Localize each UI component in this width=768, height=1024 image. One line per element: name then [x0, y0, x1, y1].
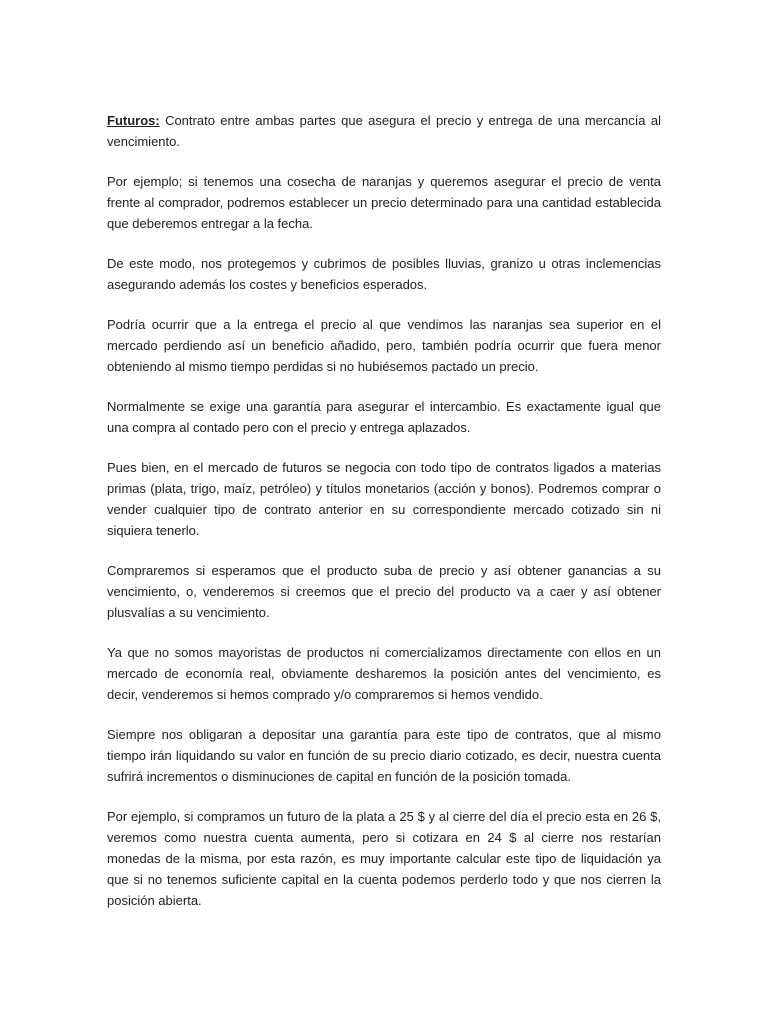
- definition-paragraph: [107, 110, 661, 152]
- paragraph-6: Compraremos si esperamos que el producto suba de precio y así obtener ganancias a su vencimiento, o, venderemos si creemos que el precio del producto va a caer y así obtener plusvalías a su vencimiento.: [107, 563, 661, 620]
- paragraph-5: Pues bien, en el mercado de futuros se negocia con todo tipo de contratos ligados a materias primas (plata, trigo, maíz, petróleo) y títulos monetarios (acción y bonos). Podremos comprar o vender cualquier tipo de contrato anterior en su correspondiente mercado cotizado sin ni siquiera tenerlo.: [107, 460, 661, 538]
- term-heading: Futuros:: [107, 113, 160, 128]
- paragraph-4: Normalmente se exige una garantía para asegurar el intercambio. Es exactamente igual que una compra al contado pero con el precio y entrega aplazados.: [107, 399, 661, 435]
- paragraph-3: Podría ocurrir que a la entrega el precio al que vendimos las naranjas sea superior en el mercado perdiendo así un beneficio añadido, pero, también podría ocurrir que fuera menor obteniendo al mismo tiempo perdidas si no hubiésemos pactado un precio.: [107, 317, 661, 374]
- paragraph-9: Por ejemplo, si compramos un futuro de la plata a 25 $ y al cierre del día el precio esta en 26 $, veremos como nuestra cuenta aumenta, pero si cotizara en 24 $ al cierre nos restarían monedas de la misma, por esta razón, es muy importante calcular este tipo de liquidación ya que si no tenemos suficiente capital en la cuenta podemos perderlo todo y que nos cierren la posición abierta.: [107, 809, 661, 908]
- paragraph-1: Por ejemplo; si tenemos una cosecha de naranjas y queremos asegurar el precio de venta frente al comprador, podremos establecer un precio determinado para una cantidad establecida que deberemos entregar a la fecha.: [107, 174, 661, 231]
- definition-text: Contrato entre ambas partes que asegura el precio y entrega de una mercancía al vencimiento.: [107, 113, 661, 149]
- document-body: [107, 110, 661, 930]
- paragraph-7: Ya que no somos mayoristas de productos ni comercializamos directamente con ellos en un mercado de economía real, obviamente desharemos la posición antes del vencimiento, es decir, venderemos si hemos comprado y/o compraremos si hemos vendido.: [107, 645, 661, 702]
- paragraph-8: Siempre nos obligaran a depositar una garantía para este tipo de contratos, que al mismo tiempo irán liquidando su valor en función de su precio diario cotizado, es decir, nuestra cuenta sufrirá incrementos o disminuciones de capital en función de la posición tomada.: [107, 727, 661, 784]
- paragraph-2: De este modo, nos protegemos y cubrimos de posibles lluvias, granizo u otras inclemencias asegurando además los costes y beneficios esperados.: [107, 256, 661, 292]
